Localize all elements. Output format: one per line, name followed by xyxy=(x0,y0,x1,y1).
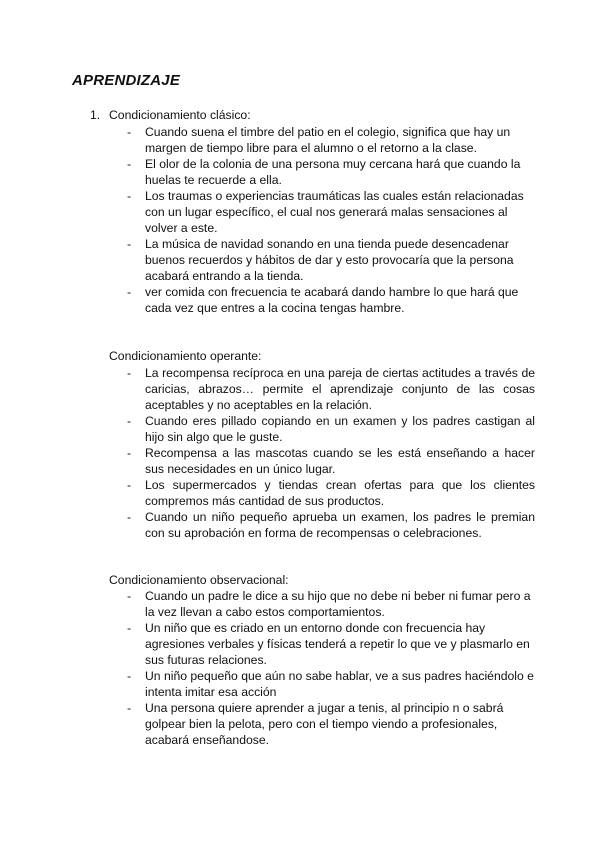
bullet-dash: - xyxy=(127,669,132,683)
bullet-dash: - xyxy=(127,621,132,635)
list-item xyxy=(127,236,535,284)
bullet-dash: - xyxy=(127,414,132,428)
section-heading-observacional xyxy=(109,572,289,588)
list-operante xyxy=(127,365,535,541)
item-text: Los traumas o experiencias traumáticas las cuales están relacionadas con un lugar específico, el cual nos generará malas sensaciones al volver a este. xyxy=(145,189,524,235)
list-item xyxy=(127,509,535,541)
section-label: Condicionamiento observacional: xyxy=(109,573,289,587)
list-observacional xyxy=(127,588,535,748)
bullet-dash: - xyxy=(127,366,132,380)
bullet-dash: - xyxy=(127,157,132,171)
item-text: Un niño pequeño que aún no sabe hablar, ve a sus padres haciéndolo e intenta imitar esa acción xyxy=(145,669,534,699)
section-heading-clasico xyxy=(90,107,251,123)
list-item xyxy=(127,365,535,413)
list-item xyxy=(127,413,535,445)
item-text: Cuando suena el timbre del patio en el colegio, significa que hay un margen de tiempo libre para el alumno o el retorno a la clase. xyxy=(145,125,511,155)
item-text: ver comida con frecuencia te acabará dando hambre lo que hará que cada vez que entres a la cocina tengas hambre. xyxy=(145,285,519,315)
section-number: 1. xyxy=(90,108,101,122)
list-item xyxy=(127,477,535,509)
bullet-dash: - xyxy=(127,446,132,460)
bullet-dash: - xyxy=(127,285,132,299)
item-text: Un niño que es criado en un entorno donde con frecuencia hay agresiones verbales y físicas tenderá a repetir lo que ve y plasmarlo en sus futuras relaciones. xyxy=(145,621,530,667)
list-item xyxy=(127,620,535,668)
bullet-dash: - xyxy=(127,237,132,251)
list-item xyxy=(127,588,535,620)
section-label: Condicionamiento clásico: xyxy=(109,108,251,122)
bullet-dash: - xyxy=(127,510,132,524)
bullet-dash: - xyxy=(127,189,132,203)
item-text: La recompensa recíproca en una pareja de ciertas actitudes a través de caricias, abrazos… permite el aprendizaje conjunto de las cosas aceptables y no aceptables en la relación. xyxy=(145,366,535,412)
bullet-dash: - xyxy=(127,478,132,492)
item-text: Una persona quiere aprender a jugar a tenis, al principio n o sabrá golpear bien la pelota, pero con el tiempo viendo a profesionales, acabará enseñandose. xyxy=(145,701,504,747)
item-text: Cuando eres pillado copiando en un examen y los padres castigan al hijo sin algo que le guste. xyxy=(145,414,535,444)
section-heading-operante xyxy=(109,348,261,364)
list-clasico xyxy=(127,124,535,316)
document-title: APRENDIZAJE xyxy=(72,72,181,89)
list-item xyxy=(127,445,535,477)
bullet-dash: - xyxy=(127,701,132,715)
item-text: El olor de la colonia de una persona muy cercana hará que cuando la huelas te recuerde a ella. xyxy=(145,157,521,187)
bullet-dash: - xyxy=(127,589,132,603)
list-item xyxy=(127,156,535,188)
item-text: La música de navidad sonando en una tienda puede desencadenar buenos recuerdos y hábitos de dar y esto provocaría que la persona acabará entrando a la tienda. xyxy=(145,237,514,283)
item-text: Recompensa a las mascotas cuando se les está enseñando a hacer sus necesidades en un único lugar. xyxy=(145,446,535,476)
list-item xyxy=(127,188,535,236)
item-text: Cuando un padre le dice a su hijo que no debe ni beber ni fumar pero a la vez llevan a cabo estos comportamientos. xyxy=(145,589,531,619)
bullet-dash: - xyxy=(127,125,132,139)
list-item xyxy=(127,668,535,700)
section-label: Condicionamiento operante: xyxy=(109,349,262,363)
item-text: Los supermercados y tiendas crean ofertas para que los clientes compremos más cantidad de sus productos. xyxy=(145,478,535,508)
list-item xyxy=(127,124,535,156)
item-text: Cuando un niño pequeño aprueba un examen, los padres le premian con su aprobación en forma de recompensas o celebraciones. xyxy=(145,510,535,540)
list-item xyxy=(127,284,535,316)
list-item xyxy=(127,700,535,748)
